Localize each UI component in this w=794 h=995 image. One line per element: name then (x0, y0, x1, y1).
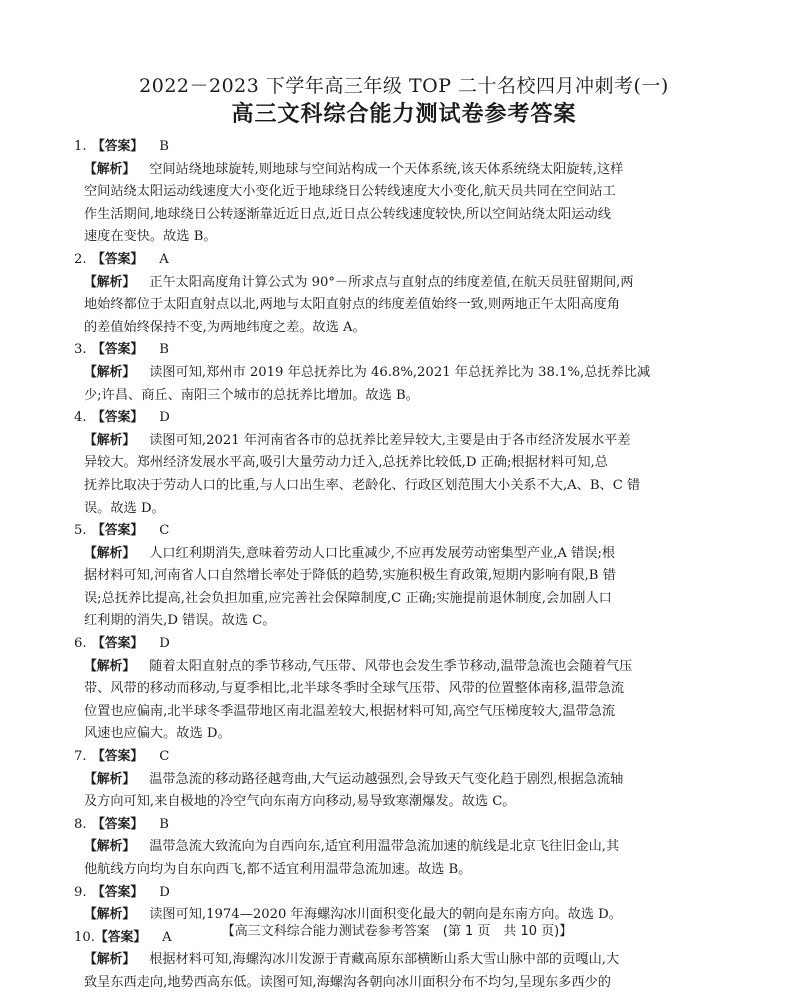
explanation-text: 及方向可知,来自极地的冷空气向东南方向移动,易导致寒潮爆发。故选 C。 (84, 794, 516, 810)
explanation-line (84, 723, 724, 746)
answer-value: B (159, 139, 169, 154)
explanation-line (84, 678, 724, 701)
answer-value: D (159, 636, 170, 652)
answer-label: 【答案】 (92, 139, 144, 154)
explanation-text: 少;许昌、商丘、南阳三个城市的总抚养比增加。故选 B。 (84, 387, 419, 403)
explanation-text: 他航线方向均为自东向西飞,都不适宜利用温带急流加速。故选 B。 (84, 862, 472, 877)
explanation-text: 读图可知,郑州市 2019 年总抚养比为 46.8%,2021 年总抚养比为 38.1%,总抚养比减 (149, 364, 651, 380)
explanation-line (84, 610, 724, 633)
explanation-text: 异较大。郑州经济发展水平高,吸引大量劳动力迁入,总抚养比较低,D 正确;根据材料可知,总 (84, 455, 608, 471)
explanation-label: 【解析】 (84, 432, 136, 448)
explanation-line (84, 181, 724, 204)
explanation-label: 【解析】 (84, 545, 136, 561)
explanation-text: 作生活期间,地球绕日公转逐渐靠近近日点,近日点公转线速度较快,所以空间站绕太阳运动线 (84, 206, 611, 222)
question-number: 9. (74, 884, 87, 900)
explanation-line (84, 317, 724, 340)
explanation-line (84, 498, 724, 521)
question-number: 6. (74, 636, 87, 652)
explanation-text: 带、风带的移动而移动,与夏季相比,北半球冬季时全球气压带、风带的位置整体南移,温带急流 (84, 681, 625, 697)
answer-label: 【答案】 (92, 749, 144, 765)
explanation-text: 根据材料可知,海螺沟冰川发源于青藏高原东部横断山系大雪山脉中部的贡嘎山,大 (149, 952, 620, 968)
answer-row (74, 633, 724, 656)
explanation-text: 空间站绕地球旋转,则地球与空间站构成一个天体系统,该天体系统绕太阳旋转,这样 (149, 161, 624, 177)
explanation-line (84, 204, 724, 227)
question-number: 4. (74, 410, 87, 426)
answer-label: 【答案】 (92, 636, 144, 652)
answer-label: 【答案】 (92, 342, 144, 358)
explanation-text: 地始终都位于太阳直射点以北,两地与太阳直射点的纬度差值始终一致,则两地正午太阳高度角 (84, 297, 620, 313)
explanation-label: 【解析】 (84, 839, 136, 855)
explanation-text: 的差值始终保持不变,为两地纬度之差。故选 A。 (84, 319, 366, 335)
explanation-text: 据材料可知,河南省人口自然增长率处于降低的趋势,实施积极生育政策,短期内影响有限,B 错 (84, 568, 616, 584)
explanation-line (84, 701, 724, 724)
answer-row (74, 814, 724, 837)
explanation-text: 抚养比取决于劳动人口的比重,与人口出生率、老龄化、行政区划范围大小关系不大,A、B、C 错 (84, 477, 641, 493)
answer-item (74, 520, 724, 633)
answer-value: D (159, 884, 170, 900)
explanation-text: 速度在变快。故选 B。 (84, 229, 217, 245)
answer-row (74, 339, 724, 362)
explanation-line (84, 972, 724, 995)
explanation-label: 【解析】 (84, 364, 136, 380)
explanation-text: 风速也应偏大。故选 D。 (84, 726, 231, 742)
answer-value: B (159, 342, 169, 358)
answer-label: 【答案】 (94, 929, 147, 945)
question-number: 2. (74, 251, 87, 267)
answer-label: 【答案】 (92, 410, 144, 426)
explanation-text: 随着太阳直射点的季节移动,气压带、风带也会发生季节移动,温带急流也会随着气压 (149, 658, 633, 674)
explanation-label: 【解析】 (84, 952, 136, 968)
explanation-line (84, 588, 724, 611)
answer-row (74, 882, 724, 905)
explanation-line (84, 769, 724, 792)
answer-value: D (159, 410, 170, 426)
answer-row (74, 136, 724, 159)
question-number: 1. (74, 139, 87, 154)
explanation-line (84, 475, 724, 498)
exam-title: 2022－2023 下学年高三年级 TOP 二十名校四月冲刺考(一) (139, 75, 669, 97)
explanation-label: 【解析】 (84, 771, 136, 787)
explanation-line (84, 385, 724, 408)
explanation-line (84, 294, 724, 317)
explanation-text: 人口红利期消失,意味着劳动人口比重减少,不应再发展劳动密集型产业,A 错误;根 (149, 545, 616, 561)
explanation-text: 读图可知,2021 年河南省各市的总抚养比差异较大,主要是由于各市经济发展水平差 (149, 432, 631, 448)
question-number: 10. (74, 929, 95, 945)
answer-label: 【答案】 (92, 251, 144, 267)
explanation-line (84, 430, 724, 453)
answer-label: 【答案】 (92, 816, 144, 832)
page-title: 高三文科综合能力测试卷参考答案 (231, 102, 577, 127)
explanation-text: 温带急流的移动路径越弯曲,大气运动越强烈,会导致天气变化趋于剧烈,根据急流轴 (149, 771, 624, 787)
answer-value: C (159, 749, 170, 765)
explanation-line (84, 656, 724, 679)
answer-value: A (162, 929, 172, 945)
explanation-line (84, 791, 724, 814)
question-number: 7. (74, 749, 87, 765)
explanation-text: 读图可知,1974—2020 年海螺沟冰川面积变化最大的朝向是东南方向。故选 D。 (149, 907, 622, 923)
answer-item (74, 136, 724, 249)
page-footer: 【高三文科综合能力测试卷参考答案 (第 1 页 共 10 页)】 (221, 924, 573, 939)
explanation-line (84, 452, 724, 475)
explanation-line (84, 949, 724, 972)
explanation-text: 正午太阳高度角计算公式为 90°－所求点与直射点的纬度差值,在航天员驻留期间,两 (149, 274, 634, 290)
explanation-label: 【解析】 (84, 274, 136, 290)
answer-item (74, 633, 724, 746)
explanation-label: 【解析】 (84, 907, 136, 923)
explanation-line (84, 859, 724, 882)
explanation-text: 温带急流大致流向为自西向东,适宜利用温带急流加速的航线是北京飞往旧金山,其 (149, 839, 620, 855)
answer-list (74, 136, 724, 995)
explanation-line (84, 272, 724, 295)
explanation-line (84, 362, 724, 385)
answer-item (74, 407, 724, 520)
answer-item (74, 746, 724, 814)
answer-item (74, 814, 724, 882)
explanation-text: 空间站绕太阳运动线速度大小变化近于地球绕日公转线速度大小变化,航天员共同在空间站工 (84, 184, 616, 200)
explanation-text: 位置也应偏南,北半球冬季温带地区南北温差较大,根据材料可知,高空气压梯度较大,温带急流 (84, 703, 616, 719)
explanation-line (84, 836, 724, 859)
explanation-text: 误;总抚养比提高,社会负担加重,应完善社会保障制度,C 正确;实施提前退休制度,会加剧人口 (84, 590, 612, 606)
question-number: 5. (74, 523, 87, 539)
explanation-line (84, 543, 724, 566)
explanation-line (84, 565, 724, 588)
explanation-line (84, 159, 724, 182)
explanation-text: 致呈东西走向,地势西高东低。读图可知,海螺沟各朝向冰川面积分布不均匀,呈现东多西少的 (84, 974, 611, 990)
answer-item (74, 339, 724, 407)
answer-value: B (159, 816, 169, 832)
explanation-text: 误。故选 D。 (84, 500, 165, 516)
answer-row (74, 249, 724, 272)
answer-value: C (159, 523, 170, 539)
explanation-label: 【解析】 (84, 161, 136, 177)
answer-label: 【答案】 (92, 884, 144, 900)
answer-row (74, 520, 724, 543)
answer-item (74, 249, 724, 339)
answer-row (74, 746, 724, 769)
explanation-text: 红利期的消失,D 错误。故选 C。 (84, 613, 276, 629)
explanation-line (84, 226, 724, 249)
explanation-label: 【解析】 (84, 658, 136, 674)
answer-value: A (159, 251, 169, 267)
answer-row (74, 407, 724, 430)
question-number: 3. (74, 342, 87, 358)
question-number: 8. (74, 816, 87, 832)
answer-label: 【答案】 (92, 523, 144, 539)
